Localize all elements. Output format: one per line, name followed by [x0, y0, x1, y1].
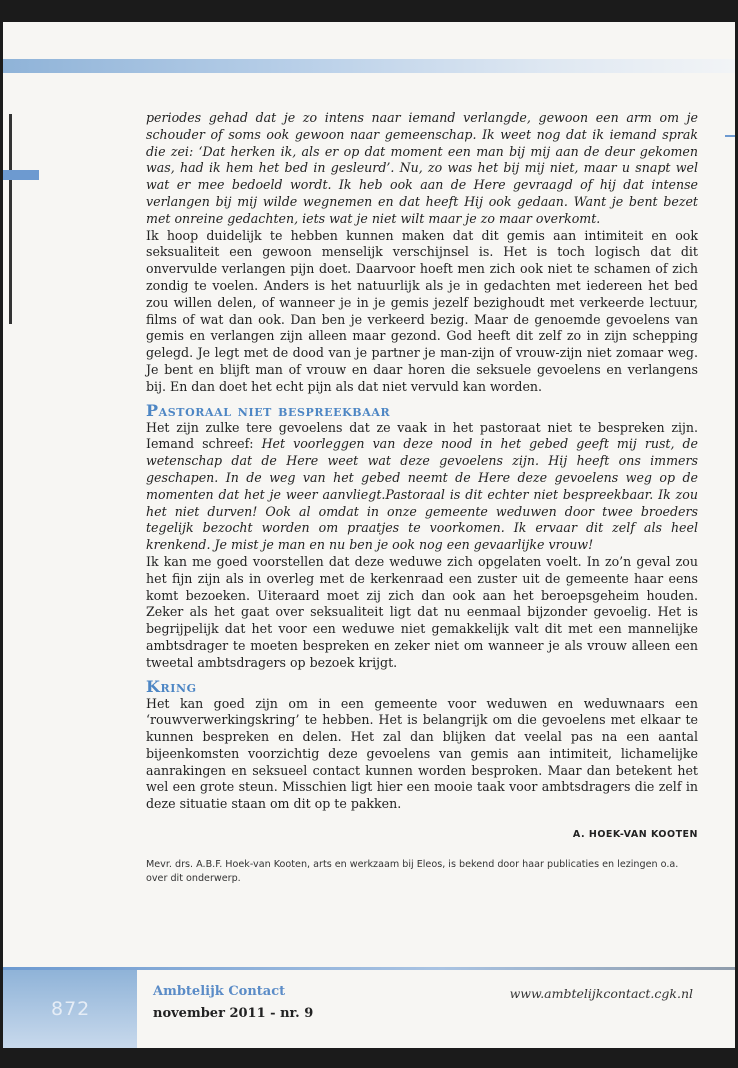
section1-lead: Het zijn zulke tere gevoelens dat ze vaak in het pastoraat niet te bespreken zijn. Iemand schreef:: [146, 419, 698, 452]
margin-tab: [3, 170, 39, 180]
heading-pastoraal: Pastoraal niet bespreekbaar: [146, 400, 391, 420]
paragraph-2: Ik kan me goed voorstellen dat deze weduwe zich opgelaten voelt. In zo’n geval zou het fijn zijn als in overleg met de kerkenraad een zuster uit de gemeente haar eens komt bezoeken. Uiteraard moet zij zich dan ook aan het beroepsgeheim houden. Zeker als het gaat over seksualiteit ligt dat nu eenmaal bijzonder gevoelig. Het is begrijpelijk dat het voor een weduwe niet gemakkelijk valt dit met een mannelijke ambtsdrager te moeten bespreken en zeker niet om wanneer je als vrouw alleen een tweetal ambtsdragers op bezoek krijgt.: [146, 553, 698, 670]
margin-rule: [9, 114, 12, 324]
issue-label: november 2011 - nr. 9: [153, 1006, 314, 1021]
paragraph-3: Het kan goed zijn om in een gemeente voor weduwen en weduwnaars een ‘rouwverwerkingskring’ te hebben. Het is belangrijk om die gevoelens met elkaar te kunnen bespreken en delen. Het zal dan blijken dat veelal pas na een aantal bijeenkomsten voorzichtig deze gevoelens van gemis aan intimiteit, lichamelijke aanrakingen en seksueel contact kunnen worden besproken. Maar dan betekent het wel een grote steun. Misschien ligt hier een mooie taak voor ambtsdragers die zelf in deze situatie staan om dit op te pakken.: [146, 695, 698, 812]
website-link[interactable]: www.ambtelijkcontact.cgk.nl: [509, 986, 693, 1001]
section1-paragraph: [146, 420, 698, 554]
author-name: A. HOEK-VAN KOOTEN: [572, 829, 698, 841]
header-color-band: [3, 59, 735, 73]
section1-quote: Het voorleggen van deze nood in het gebed geeft mij rust, de wetenschap dat de Here weet wat deze gevoelens zijn. Hij heeft ons immers geschapen. In de weg van het gebed neemt de Here deze gevoelens weg op de momenten dat het je weer aanvliegt.Pastoraal is dit echter niet bespreekbaar. Ik zou het niet durven! Ook al omdat in onze gemeente weduwen door twee broeders tegelijk bezocht worden om praatjes te voorkomen. Ik ervaar dit zelf als heel krenkend. Je mist je man en nu ben je ook nog een gevaarlijke vrouw!: [146, 436, 699, 553]
author-bio: Mevr. drs. A.B.F. Hoek-van Kooten, arts en werkzaam bij Eleos, is bekend door haar publicaties en lezingen o.a. over dit onderwerp.: [146, 858, 679, 884]
paragraph-1: Ik hoop duidelijk te hebben kunnen maken dat dit gemis aan intimiteit en ook seksualiteit een gewoon menselijk verschijnsel is. Het is toch logisch dat dit onvervulde verlangen pijn doet. Daarvoor hoeft men zich ook niet te schamen of zich zondig te voelen. Anders is het natuurlijk als je in gedachten met iedereen het bed zou willen delen, of wanneer je in je gemis jezelf bezighoudt met verkeerde lectuur, films of wat dan ook. Dan ben je verkeerd bezig. Maar de genoemde gevoelens van gemis en verlangen zijn alleen maar gezond. God heeft dit zelf zo in zijn schepping gelegd. Je legt met de dood van je partner je man-zijn of vrouw-zijn niet zomaar weg. Je bent en blijft man of vrouw en daar horen die seksuele gevoelens en verlangens bij. En dan doet het echt pijn als dat niet vervuld kan worden.: [146, 227, 698, 394]
page-number: 872: [51, 998, 91, 1020]
intro-quote: periodes gehad dat je zo intens naar iemand verlangde, gewoon een arm om je schouder of soms ook gewoon naar gemeenschap. Ik weet nog dat ik iemand sprak die zei: ‘Dat herken ik, als er op dat moment een man bij mij aan de deur gekomen was, had ik hem het bed in gesleurd’. Nu, zo was het bij mij niet, maar u snapt wel wat er mee bedoeld wordt. Ik heb ook aan de Here gevraagd of hij dat intense verlangen bij mij wilde wegnemen en dat heeft Hij ook gedaan. Want je bent bezet met onreine gedachten, iets wat je niet wilt maar je zo maar overkomt.: [146, 110, 698, 226]
magazine-name: Ambtelijk Contact: [153, 984, 286, 999]
article-body: [146, 110, 698, 886]
edge-mark: [725, 135, 735, 137]
heading-kring: Kring: [146, 676, 197, 696]
magazine-page: [3, 22, 735, 1048]
